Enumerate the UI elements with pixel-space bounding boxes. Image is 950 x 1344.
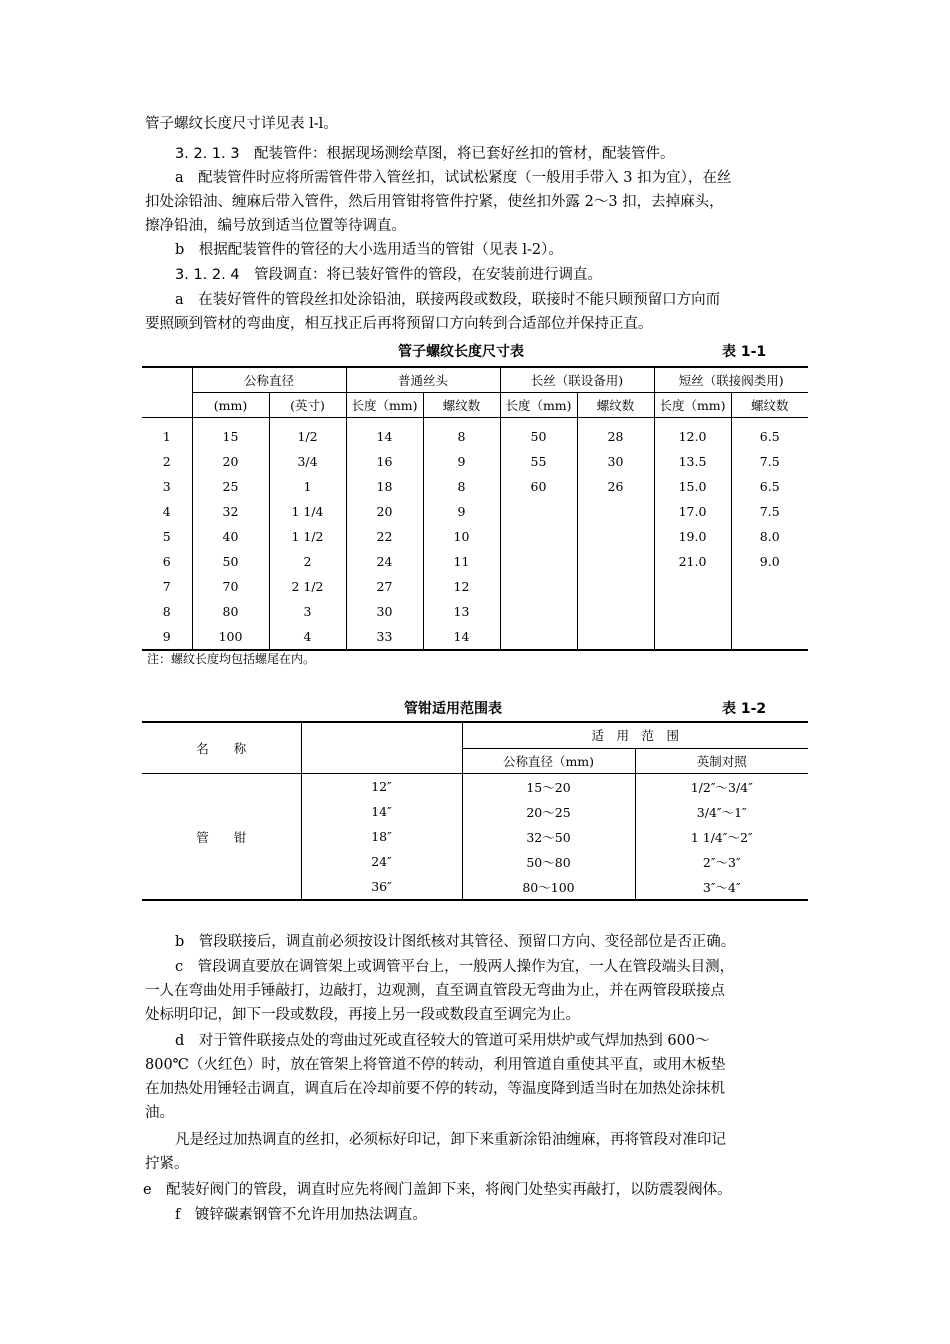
table-cell: 40 [192,524,269,549]
table-cell: 30 [346,599,423,624]
table-cell: 13.5 [654,449,731,474]
table-cell: 80 [192,599,269,624]
table-cell: 1 [269,474,346,499]
paragraph-a-line3: 擦净铅油，编号放到适当位置等待调直。 [145,218,406,234]
section-number: 3. 1. 2. 4 [175,267,240,283]
table1-title: 管子螺纹长度尺寸表 [398,344,524,360]
table-cell: 12″ [301,774,462,800]
table-cell: 22 [346,524,423,549]
header-standard-thread: 普通丝头 [346,367,500,393]
header-range: 适 用 范 围 [462,722,808,748]
table-cell: 26 [577,474,654,499]
table-cell [654,574,731,599]
table-cell: 33 [346,624,423,650]
table-cell: 11 [423,549,500,574]
table-cell: 13 [423,599,500,624]
table2-header-row [142,722,808,748]
table-row [142,624,808,650]
table-cell: 3/4 [269,449,346,474]
table-cell [577,599,654,624]
table-cell [500,524,577,549]
paragraph-3124 [145,263,810,287]
table2-title: 管钳适用范围表 [404,701,502,717]
row-index-cell: 8 [142,599,192,624]
subheader-threads: 螺纹数 [423,393,500,418]
pipe-wrench-table [142,721,808,901]
table-cell: 27 [346,574,423,599]
table-row [142,599,808,624]
header-nominal-diameter: 公称直径 [192,367,346,393]
table-cell [500,549,577,574]
table-cell: 100 [192,624,269,650]
row-index-cell: 3 [142,474,192,499]
table-cell [577,624,654,650]
row-index-cell: 5 [142,524,192,549]
table-cell: 25 [192,474,269,499]
row-index-cell: 6 [142,549,192,574]
table-cell: 19.0 [654,524,731,549]
paragraph-a2-line2: 要照顾到管材的弯曲度，相互找正后再将预留口方向转到合适部位并保持正直。 [145,316,653,332]
table-row [142,499,808,524]
table1-body [142,418,808,651]
thread-length-table [142,366,808,651]
table-cell [577,499,654,524]
subheader-length: 长度（mm) [654,393,731,418]
table-cell: 14″ [301,799,462,824]
header-long-thread: 长丝（联设备用) [500,367,654,393]
table-cell [500,574,577,599]
table-cell: 14 [423,624,500,650]
table-cell [731,599,808,624]
section-text: 管段调直：将已装好管件的管段，在安装前进行调直。 [254,267,603,283]
table-cell: 12.0 [654,418,731,450]
table-cell: 16 [346,449,423,474]
table-cell [731,624,808,650]
table-cell [731,574,808,599]
paragraph-b2: b 管段联接后，调直前必须按设计图纸核对其管径、预留口方向、变径部位是否正确。 [175,934,736,950]
paragraph-fan-line2: 拧紧。 [145,1156,189,1172]
table1-label: 表 1-1 [722,344,767,360]
table-cell: 15～20 [462,774,635,800]
table-cell: 15.0 [654,474,731,499]
table-cell: 50～80 [462,849,635,874]
subheader-threads: 螺纹数 [577,393,654,418]
table-cell: 30 [577,449,654,474]
table-cell [500,624,577,650]
paragraph-c-line3: 处标明印记，卸下一段或数段，再接上另一段或数段直至调完为止。 [145,1007,580,1023]
table-cell: 10 [423,524,500,549]
row-index-cell: 4 [142,499,192,524]
table-row [142,449,808,474]
row-index-cell: 2 [142,449,192,474]
header-short-thread: 短丝（联接阀类用) [654,367,808,393]
paragraph-c-line2: 一人在弯曲处用手锤敲打，边敲打，边观测，直至调直管段无弯曲为止，并在两管段联接点 [145,983,725,999]
table-cell: 7.5 [759,454,780,469]
section-text: 配装管件：根据现场测绘草图，将已套好丝扣的管材，配装管件。 [254,146,675,162]
section-number: 3. 2. 1. 3 [175,146,240,162]
table-cell [577,574,654,599]
table-cell [500,499,577,524]
table-row [142,574,808,599]
table2-body [142,774,808,901]
table-cell: 20～25 [462,799,635,824]
table-cell: 32 [192,499,269,524]
subheader-threads: 螺纹数 [750,398,789,413]
table1-note: 注：螺纹长度均包括螺尾在内。 [147,652,316,666]
table-cell: 60 [500,474,577,499]
subheader-dn: 公称直径（mm) [462,748,635,774]
table-cell: 12 [423,574,500,599]
table-cell [577,524,654,549]
table-cell: 2 [269,549,346,574]
table-cell [577,549,654,574]
blank-header [142,367,192,418]
row-index-cell: 9 [142,624,192,650]
item-name-cell: 管 钳 [142,774,301,901]
table-cell: 24″ [301,849,462,874]
paragraph-d-line2: 800℃（火红色）时，放在管架上将管道不停的转动，利用管道自重使其平直，或用木板垫 [145,1057,726,1073]
table-cell [654,624,731,650]
subheader-length: 长度（mm) [500,393,577,418]
table-row [142,549,808,574]
table-cell: 3 [269,599,346,624]
table-cell: 36″ [301,874,462,900]
paragraph-a2-line1: a 在装好管件的管段丝扣处涂铅油，联接两段或数段，联接时不能只顾预留口方向而 [175,292,721,308]
paragraph-d-line1: d 对于管件联接点处的弯曲过死或直径较大的管道可采用烘炉或气焊加热到 600～ [175,1033,710,1049]
paragraph-fan-line1: 凡是经过加热调直的丝扣，必须标好印记，卸下来重新涂铅油缠麻，再将管段对准印记 [175,1132,726,1148]
table-row [142,774,808,800]
paragraph-d-line4: 油。 [145,1105,174,1121]
subheader-length: 长度（mm) [346,393,423,418]
paragraph-intro: 管子螺纹长度尺寸详见表 l-l。 [145,116,338,132]
paragraph-a-line2: 扣处涂铅油、缠麻后带入管件，然后用管钳将管件拧紧，使丝扣外露 2～3 扣，去掉麻头， [145,194,724,210]
table-cell: 50 [192,549,269,574]
row-index-cell: 1 [142,418,192,450]
table-row [142,524,808,549]
table-cell: 8 [423,418,500,450]
subheader-inch-equivalent: 英制对照 [696,753,747,769]
table-cell: 8.0 [759,529,780,544]
subheader-mm: (mm) [192,393,269,418]
table-cell: 20 [192,449,269,474]
table-cell: 32～50 [462,824,635,849]
table-cell: 1 1/2 [269,524,346,549]
paragraph-d-line3: 在加热处用锤轻击调直，调直后在冷却前要不停的转动，等温度降到适当时在加热处涂抹机 [145,1081,725,1097]
paragraph-c-line1: c 管段调直要放在调管架上或调管平台上，一般两人操作为宜，一人在管段端头目测， [175,959,735,975]
table-cell: 15 [192,418,269,450]
table-cell: 6.5 [759,429,780,444]
table-cell: 20 [346,499,423,524]
table-cell: 1 1/4″～2″ [690,829,753,845]
table-cell [654,599,731,624]
subheader-inch: (英寸) [269,393,346,418]
table-cell: 17.0 [654,499,731,524]
table-cell: 18″ [301,824,462,849]
paragraph-a-line1: a 配装管件时应将所需管件带入管丝扣，试试松紧度（一般用手带入 3 扣为宜），在丝 [175,170,732,186]
table-cell: 70 [192,574,269,599]
table-cell: 9 [423,499,500,524]
header-size [301,722,462,774]
table-cell: 2″～3″ [702,854,741,870]
table-cell: 55 [500,449,577,474]
row-index-cell: 7 [142,574,192,599]
table-cell: 1/2″～3/4″ [690,779,753,795]
table-cell: 9.0 [759,554,780,569]
table-cell: 14 [346,418,423,450]
table-cell: 1 1/4 [269,499,346,524]
table-row [142,418,808,450]
table-cell: 2 1/2 [269,574,346,599]
paragraph-f: f 镀锌碳素钢管不允许用加热法调直。 [175,1207,427,1223]
paragraph-b: b 根据配装管件的管径的大小选用适当的管钳（见表 l-2）。 [175,242,563,258]
table-cell: 50 [500,418,577,450]
table-cell: 80～100 [462,874,635,900]
table-header-row [142,367,808,393]
table-cell: 28 [577,418,654,450]
table-cell: 4 [269,624,346,650]
table-cell: 6.5 [759,479,780,494]
paragraph-e: e 配装好阀门的管段，调直时应先将阀门盖卸下来，将阀门处垫实再敲打，以防震裂阀体。 [143,1182,732,1198]
header-name: 名 称 [142,722,301,774]
table-cell: 1/2 [269,418,346,450]
table-cell [500,599,577,624]
paragraph-3213 [145,142,810,166]
table-cell: 18 [346,474,423,499]
table-cell: 21.0 [654,549,731,574]
table-row [142,474,808,499]
table-cell: 24 [346,549,423,574]
table-subheader-row [142,393,808,418]
table-cell: 8 [423,474,500,499]
table-cell: 3/4″～1″ [696,804,747,820]
table-cell: 3″～4″ [702,879,741,895]
table-cell: 9 [423,449,500,474]
table2-label: 表 1-2 [722,701,767,717]
table-cell: 7.5 [759,504,780,519]
